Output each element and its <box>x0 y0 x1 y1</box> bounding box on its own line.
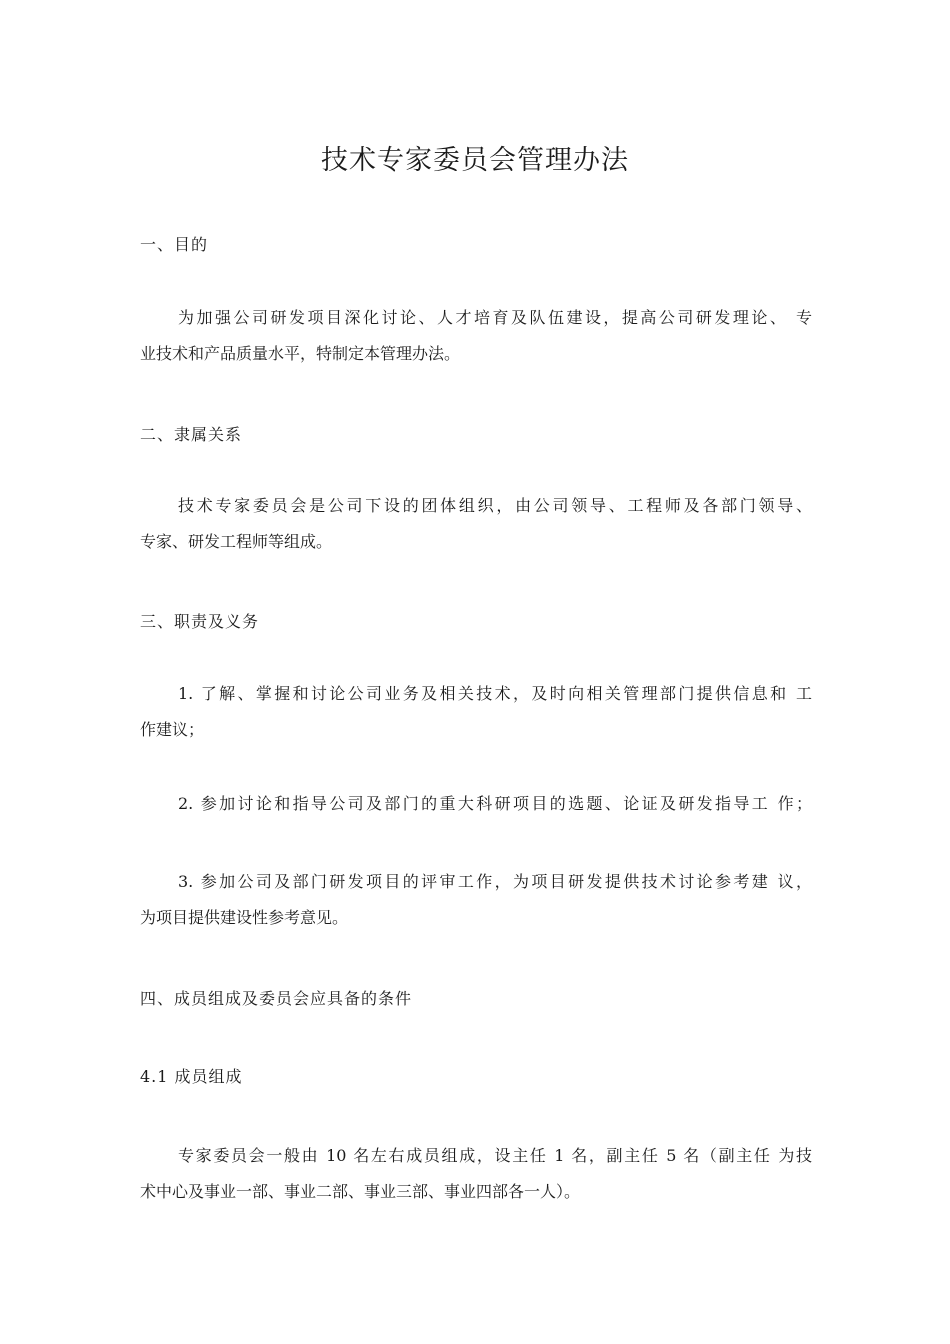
paragraph-line: 3. 参加公司及部门研发项目的评审工作，为项目研发提供技术讨论参考建 议， <box>178 872 812 891</box>
subsection-heading-composition: 4.1 成员组成 <box>140 1067 243 1086</box>
duty-item-1 <box>140 676 812 748</box>
paragraph-line: 专家、研发工程师等组成。 <box>140 532 333 551</box>
duty-item-2 <box>140 786 812 822</box>
paragraph-composition <box>140 1138 812 1210</box>
paragraph-line: 术中心及事业一部、事业二部、事业三部、事业四部各一人）。 <box>140 1182 581 1201</box>
section-heading-purpose: 一、目的 <box>140 235 209 254</box>
paragraph-line: 专家委员会一般由 10 名左右成员组成，设主任 1 名，副主任 5 名（副主任 为技 <box>178 1146 812 1165</box>
paragraph-line: 作建议； <box>140 720 205 739</box>
paragraph-line: 技术专家委员会是公司下设的团体组织，由公司领导、工程师及各部门领导、 <box>178 496 812 515</box>
section-heading-duties: 三、职责及义务 <box>140 612 260 631</box>
paragraph-line: 为项目提供建设性参考意见。 <box>140 908 349 927</box>
paragraph-line: 业技术和产品质量水平，特制定本管理办法。 <box>140 344 461 363</box>
paragraph-purpose <box>140 300 812 372</box>
paragraph-line: 为加强公司研发项目深化讨论、人才培育及队伍建设，提高公司研发理论、 专 <box>178 308 812 327</box>
paragraph-line: 2. 参加讨论和指导公司及部门的重大科研项目的选题、论证及研发指导工 作； <box>178 794 812 813</box>
section-heading-membership: 四、成员组成及委员会应具备的条件 <box>140 989 413 1008</box>
duty-item-3 <box>140 864 812 936</box>
paragraph-affiliation <box>140 488 812 560</box>
paragraph-line: 1. 了解、掌握和讨论公司业务及相关技术，及时向相关管理部门提供信息和 工 <box>178 684 812 703</box>
document-title: 技术专家委员会管理办法 <box>321 145 629 176</box>
section-heading-affiliation: 二、隶属关系 <box>140 425 243 444</box>
